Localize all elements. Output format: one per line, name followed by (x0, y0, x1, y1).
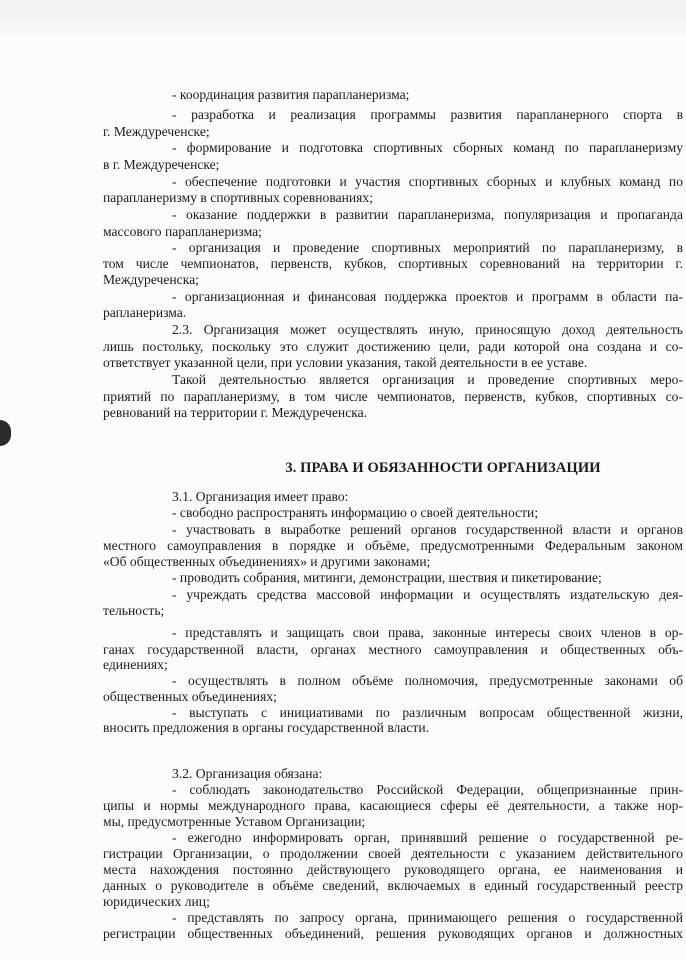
text-line: - осуществлять в полном объёме полномочия, предусмотренные законами об (172, 673, 683, 688)
text-line: «Об общественных объединениях» и другими законами; (103, 554, 431, 569)
text-line: мы, предусмотренные Уставом Организации; (103, 814, 366, 829)
text-line: в г. Междуреченске; (103, 157, 220, 172)
section-heading: 3. ПРАВА И ОБЯЗАННОСТИ ОРГАНИЗАЦИИ (285, 460, 601, 476)
text-line: - координация развития парапланеризма; (172, 87, 410, 102)
text-line: Такой деятельностью является организация и проведение спортивных меро- (172, 372, 683, 387)
text-line: приятий по парапланеризму, в том числе чемпионатов, первенств, кубков, спортивных со- (103, 389, 683, 404)
text-line: 3.1. Организация имеет право: (172, 489, 349, 504)
text-line: - представлять и защищать свои права, законные интересы своих членов в ор- (172, 625, 683, 640)
text-line: - проводить собрания, митинги, демонстрации, шествия и пикетирование; (172, 570, 602, 585)
text-line: - оказание поддержки в развитии парапланеризма, популяризация и пропаганда (172, 207, 683, 222)
punch-hole-mark (0, 420, 11, 446)
text-line: - соблюдать законодательство Российской Федерации, общепризнанные прин- (172, 782, 683, 797)
text-line: данных о руководителе в объёме сведений, включаемых в единый государственный реестр (103, 878, 683, 893)
text-line: - участвовать в выработке решений органов государственной власти и органов (172, 522, 683, 537)
text-line: ревнований на территории г. Междуреченска. (103, 405, 368, 420)
text-line: ответствует указанной цели, при условии указания, такой деятельности в ее уставе. (103, 355, 588, 370)
text-line: - обеспечение подготовки и участия спортивных сборных и клубных команд по (172, 174, 683, 189)
text-line: - выступать с инициативами по различным вопросам общественной жизни, (172, 705, 683, 720)
text-line: единениях; (103, 657, 168, 672)
text-line: места нахождения постоянно действующего руководящего органа, ее наименования и (103, 862, 683, 877)
text-line: общественных объединениях; (103, 689, 277, 704)
text-line: рапланеризма. (103, 305, 187, 320)
text-line: - ежегодно информировать орган, принявший решение о государственной ре- (172, 830, 683, 845)
text-line: - организация и проведение спортивных мероприятий по парапланеризму, в (172, 240, 683, 255)
text-line: - учреждать средства массовой информации и осуществлять издательскую дея- (172, 587, 683, 602)
text-line: - формирование и подготовка спортивных сборных команд по парапланеризму (172, 140, 683, 155)
text-line: - представлять по запросу органа, принимающего решения о государственной (172, 910, 683, 925)
text-line: юридических лиц; (103, 894, 210, 909)
text-line: ципы и нормы международного права, касающиеся сферы её деятельности, а также нор- (103, 798, 683, 813)
text-line: местного самоуправления в порядке и объёме, предусмотренными Федеральным законом (103, 538, 683, 553)
text-line: регистрации общественных объединений, решения руководящих органов и должностных (103, 926, 683, 941)
text-line: 2.3. Организация может осуществлять иную, приносящую доход деятельность (172, 322, 683, 337)
text-line: лишь постольку, поскольку это служит достижению цели, ради которой она создана и со- (103, 339, 683, 354)
text-line: г. Междуреченске; (103, 124, 210, 139)
text-line: тельность; (103, 603, 165, 618)
text-line: Междуреченска; (103, 272, 199, 287)
text-line: массового парапланеризма; (103, 224, 262, 239)
text-line: - организационная и финансовая поддержка проектов и программ в области па- (172, 289, 683, 304)
text-line: гистрации Организации, о продолжении своей деятельности с указанием действительного (103, 846, 683, 861)
text-line: том числе чемпионатов, первенств, кубков, спортивных соревнований на территории г. (103, 256, 683, 271)
text-line: 3.2. Организация обязана: (172, 766, 323, 781)
text-line: ганах государственной власти, органах местного самоуправления и общественных объ- (103, 642, 683, 657)
text-line: вносить предложения в органы государственной власти. (103, 720, 430, 735)
text-line: - разработка и реализация программы развития парапланерного спорта в (172, 107, 683, 122)
scan-shading (0, 0, 686, 40)
text-line: парапланеризму в спортивных соревнованиях; (103, 190, 373, 205)
text-line: - свободно распространять информацию о своей деятельности; (172, 505, 539, 520)
